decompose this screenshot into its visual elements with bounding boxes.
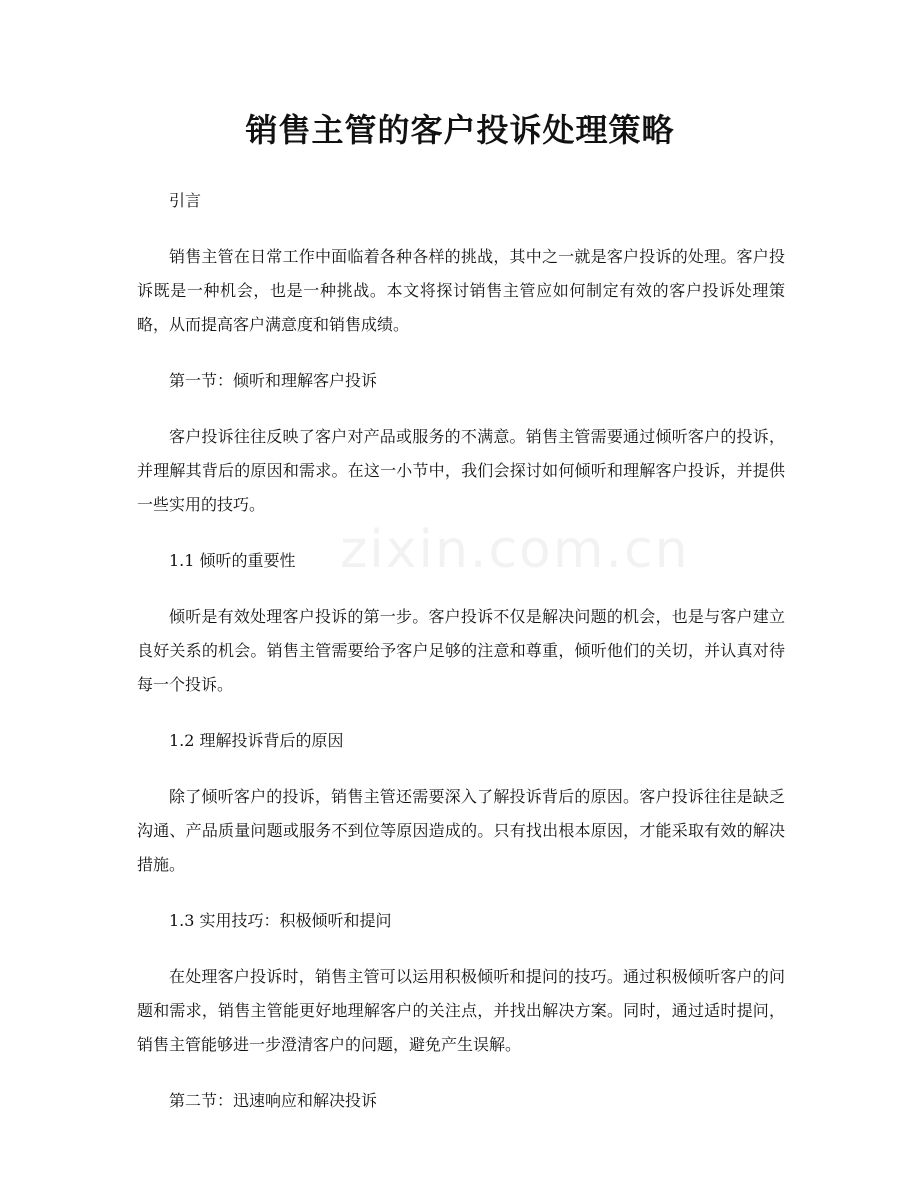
paragraph-1: 客户投诉往往反映了客户对产品或服务的不满意。销售主管需要通过倾听客户的投诉，并理解其背后的原因和需求。在这一小节中，我们会探讨如何倾听和理解客户投诉，并提供一些实用的技巧。 — [137, 427, 785, 514]
watermark-logo: zixin.com.cn — [340, 520, 690, 580]
paragraph-1-2: 除了倾听客户的投诉，销售主管还需要深入了解投诉背后的原因。客户投诉往往是缺乏沟通、产品质量问题或服务不到位等原因造成的。只有找出根本原因，才能采取有效的解决措施。 — [137, 787, 785, 874]
section-heading-1: 第一节：倾听和理解客户投诉 — [169, 371, 378, 390]
subsection-heading-1-1: 1.1 倾听的重要性 — [169, 551, 296, 570]
section-heading-intro: 引言 — [169, 191, 202, 210]
subsection-heading-1-2: 1.2 理解投诉背后的原因 — [169, 731, 344, 750]
paragraph-intro: 销售主管在日常工作中面临着各种各样的挑战，其中之一就是客户投诉的处理。客户投诉既是一种机会，也是一种挑战。本文将探讨销售主管应如何制定有效的客户投诉处理策略，从而提高客户满意度和销售成绩。 — [137, 247, 785, 334]
subsection-heading-1-3: 1.3 实用技巧：积极倾听和提问 — [169, 911, 392, 930]
paragraph-1-1: 倾听是有效处理客户投诉的第一步。客户投诉不仅是解决问题的机会，也是与客户建立良好关系的机会。销售主管需要给予客户足够的注意和尊重，倾听他们的关切，并认真对待每一个投诉。 — [137, 607, 785, 694]
paragraph-1-3: 在处理客户投诉时，销售主管可以运用积极倾听和提问的技巧。通过积极倾听客户的问题和需求，销售主管能更好地理解客户的关注点，并找出解决方案。同时，通过适时提问，销售主管能够进一步澄清客户的问题，避免产生误解。 — [137, 967, 785, 1054]
section-heading-2: 第二节：迅速响应和解决投诉 — [169, 1091, 378, 1110]
document-title: 销售主管的客户投诉处理策略 — [245, 111, 675, 149]
document-body — [137, 184, 785, 1118]
